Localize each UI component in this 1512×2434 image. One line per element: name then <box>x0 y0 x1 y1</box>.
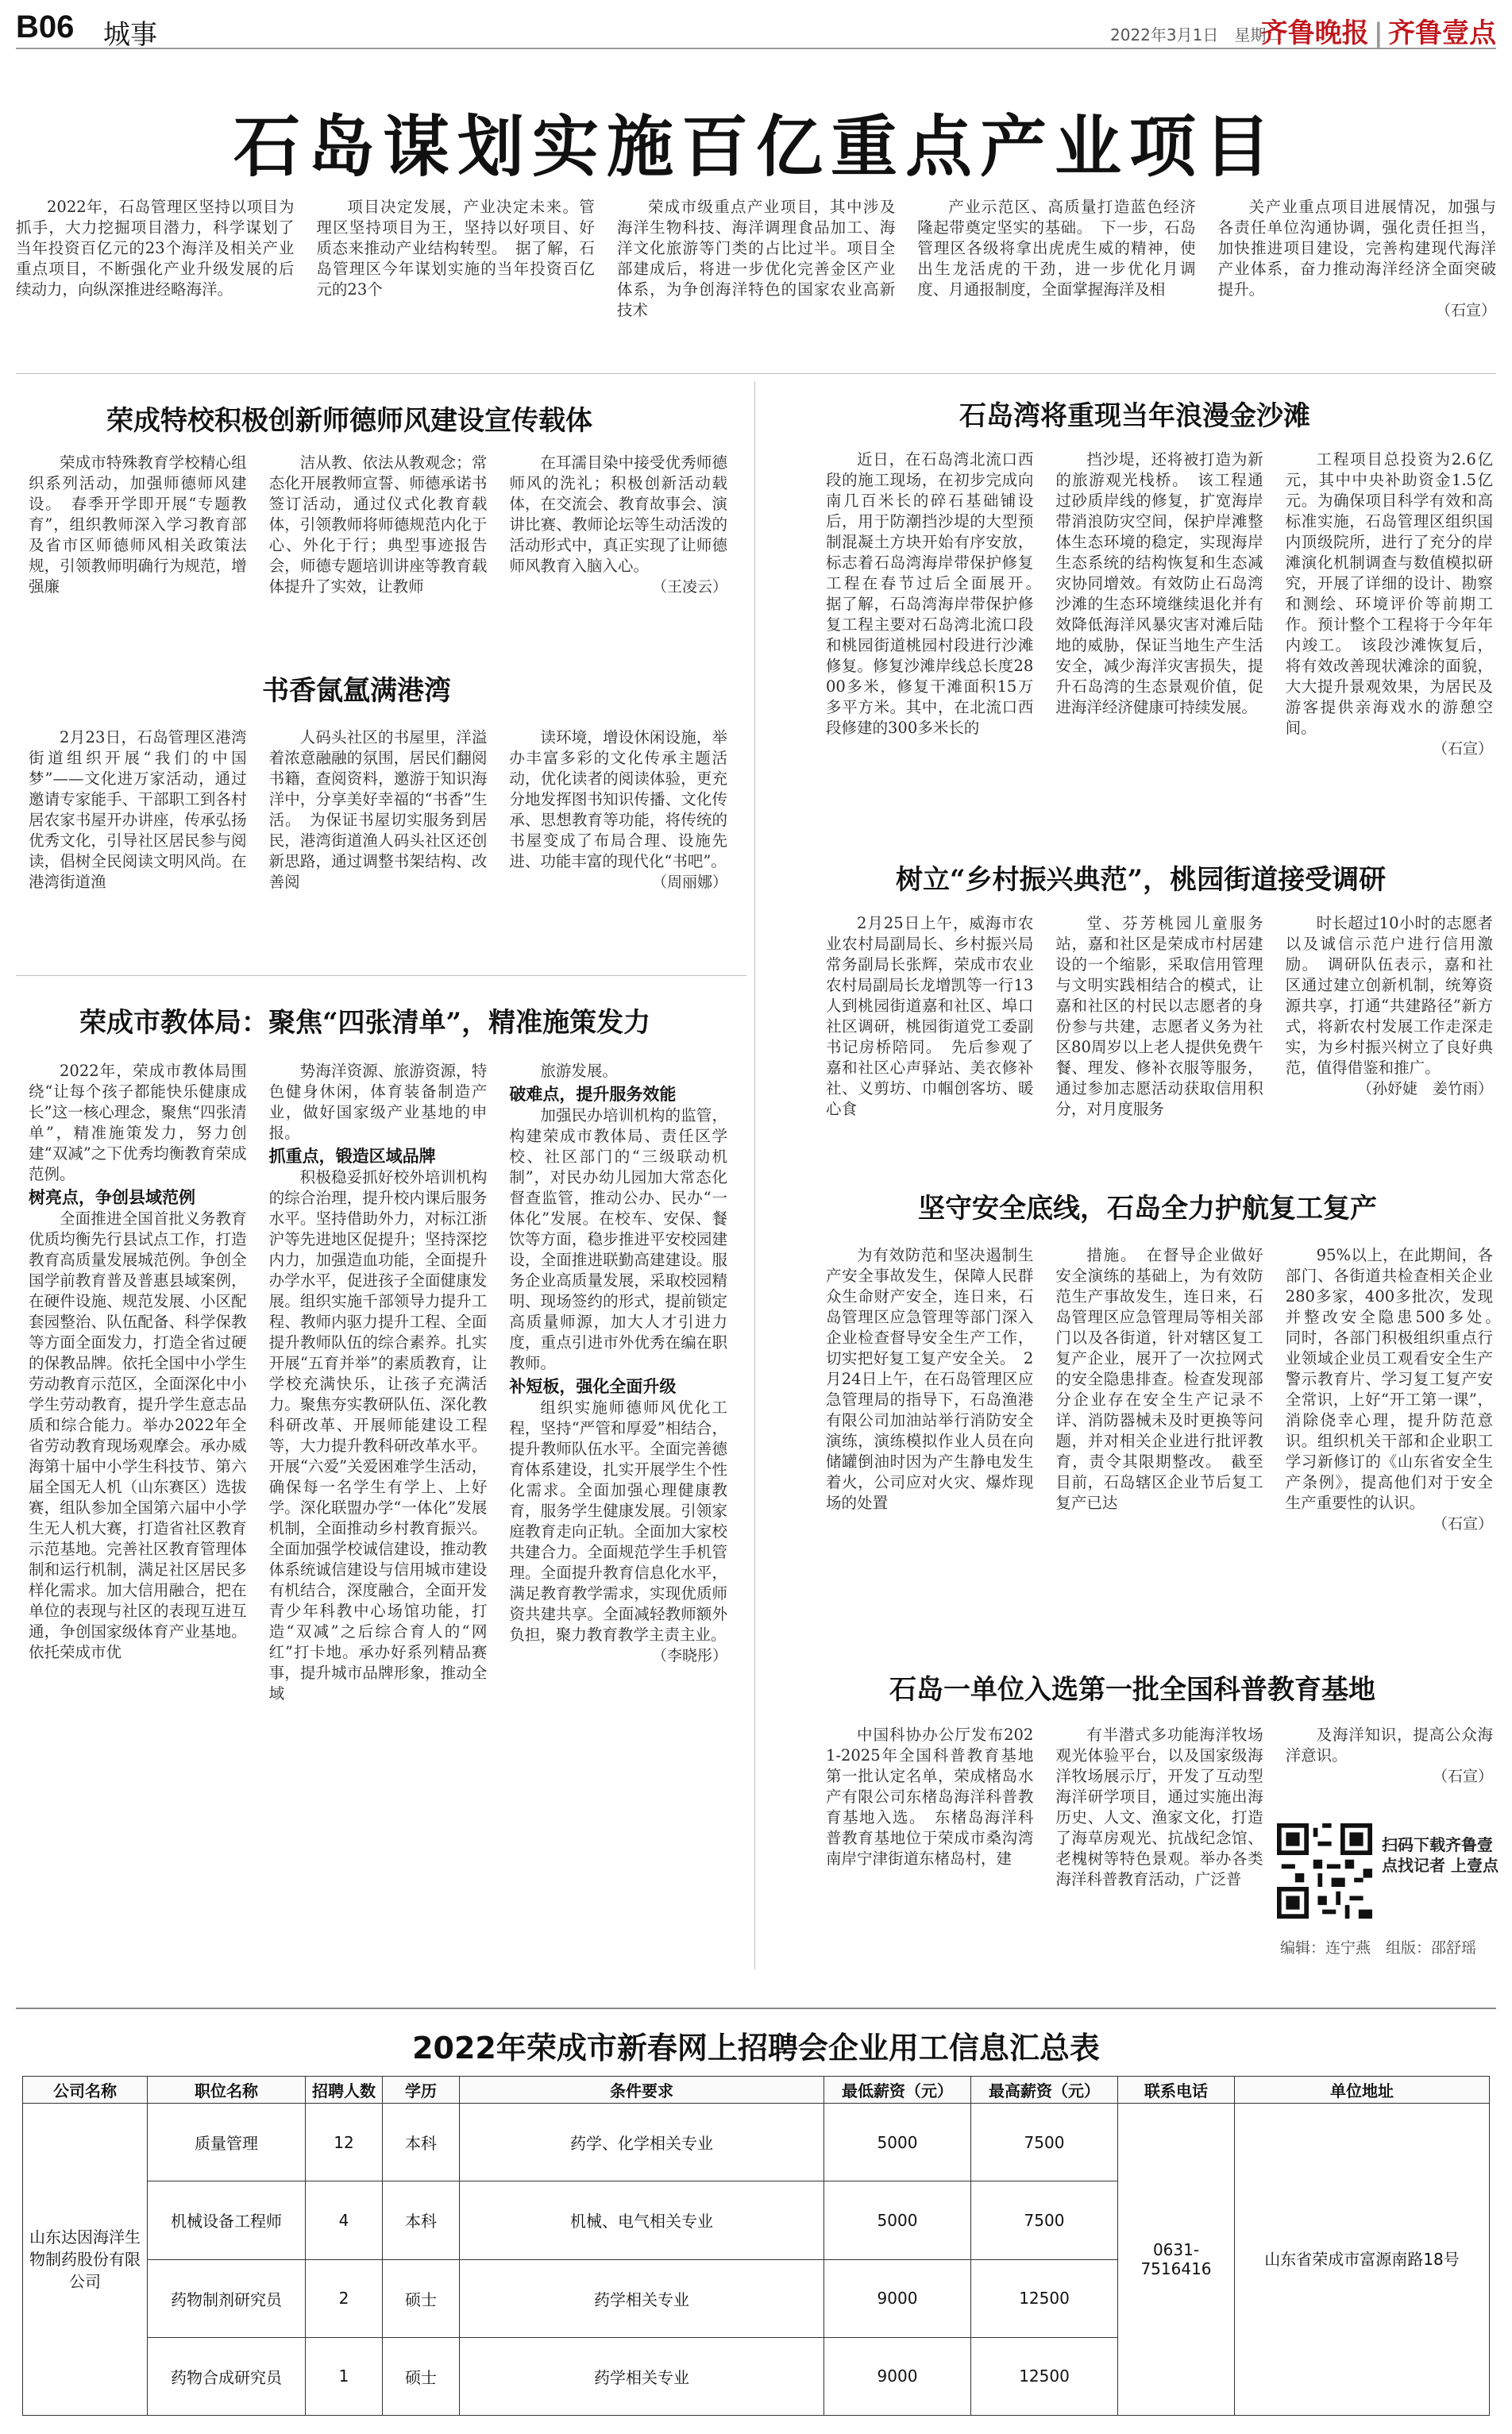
article-headline: 坚守安全底线，石岛全力护航复工复产 <box>918 1193 1377 1225</box>
requirement-cell: 药学、化学相关专业 <box>460 2104 824 2181</box>
article-body <box>29 453 727 651</box>
divider <box>16 2008 1496 2009</box>
article-col: 人码头社区的书屋里，洋溢着浓意融融的氛围，居民们翻阅书籍，查阅资料，邀游于知识海洋中，分享美好幸福的“书香”生活。 为保证书屋切实服务到居民，港湾街道渔人码头社区还创新思路，通过调整书架结构、改善阅 <box>268 728 488 891</box>
article-col: 2022年，荣成市教体局围绕“让每个孩子都能快乐健康成长”这一核心理念，聚焦“四张清单”，精准施策发力，努力创建“双减”之下优秀均衡教育荣成范例。 树亮点，争创县域范例 全面推进全国首批义务教育优质均衡先行县试点工作，打造教育高质量发展城范例。争创全国学前教育普及普惠县域案例，在硬件设施、规范发展、小区配套园整治、队伍配备、科学保教等方面全面发力，打造全省过硬的保教品牌。依托全国中小学生劳动教育示范区，全面深化中小学生劳动教育，提升学生意志品质和综合能力。举办2022年全省劳动教育现场观摩会。承办威海第十届中小学生科技节、第六届全国无人机（山东赛区）选拔赛，组队参加全国第六届中小学生无人机大赛，打造省社区教育示范基地。完善社区教育管理体制和运行机制，满足社区居民多样化需求。加大信用融合，把在单位的表现与社区的表现互进互通，争创国家级体育产业基地。依托荣成市优 <box>29 1062 247 1661</box>
col-header: 公司名称 <box>23 2077 148 2104</box>
byline: （周丽娜） <box>652 874 728 891</box>
article-body <box>29 1061 727 1998</box>
col-header: 职位名称 <box>148 2077 306 2104</box>
subheading: 抓重点，锻造区域品牌 <box>268 1147 436 1166</box>
col-header: 最高薪资（元） <box>971 2077 1118 2104</box>
divider <box>16 975 746 976</box>
article-headline: 石岛一单位入选第一批全国科普教育基地 <box>889 1674 1375 1706</box>
table-header-row <box>23 2077 1490 2104</box>
table-row <box>23 2104 1490 2181</box>
section-name: 城事 <box>103 19 157 51</box>
min-salary-cell: 9000 <box>824 2259 971 2337</box>
position-cell: 药物制剂研究员 <box>148 2259 306 2337</box>
article-body <box>826 913 1493 1159</box>
lead-col-3: 荣成市级重点产业项目，其中涉及海洋生物科技、海洋调理食品加工、海洋文化旅游等门类的占比过半。项目全部建成后，将进一步优化完善金区产业体系，为争创海洋特色的国家农业高新技术 <box>616 198 896 319</box>
byline: （李晓彤） <box>652 1647 728 1664</box>
article-col: 荣成市特殊教育学校精心组织系列活动，加强师德师风建设。 春季开学即开展“专题教育”，组织教师深入学习教育部及省市区师德师风相关政策法规，引领教师明确行为规范，增强廉 <box>29 453 247 596</box>
min-salary-cell: 5000 <box>824 2104 971 2181</box>
max-salary-cell: 12500 <box>971 2337 1118 2415</box>
article-col: 95%以上，在此期间，各部门、各街道共检查相关企业280多家，400多批次，发现并整改安全隐患500多处。 同时，各部门积极组织重点行业领域企业员工观看安全生产警示教育片、学习复工复产安全常识，上好“开工第一课”，消除侥幸心理，提升防范意识。组织机关干部和企业职工学习新修订的《山东省安全生产条例》，提高他们对于安全生产重要性的认识。 （石宣） <box>1285 1246 1509 1533</box>
subheading: 破难点，提升服务效能 <box>509 1085 677 1104</box>
article-col: 时长超过10小时的志愿者以及诚信示范户进行信用激励。 调研队伍表示，嘉和社区通过建立创新机制，统筹资源共享，打通“共建路径”新方式，将新农村发展工作走深走实，为乡村振兴树立了良好典范，值得借鉴和推广。 （孙妤婕 姜竹雨） <box>1285 914 1493 1097</box>
article-headline: 荣成市教体局：聚焦“四张清单”，精准施策发力 <box>79 1007 651 1039</box>
divider <box>16 373 1496 374</box>
company-name: 山东达因海洋生物制药股份有限公司 <box>23 2104 148 2416</box>
subheading: 补短板，强化全面升级 <box>509 1377 677 1396</box>
page-header <box>16 10 1496 49</box>
issue-date: 2022年3月1日 星期二 <box>1110 25 1282 44</box>
max-salary-cell: 7500 <box>971 2104 1118 2181</box>
lead-article <box>16 197 1496 364</box>
education-cell: 硕士 <box>383 2337 460 2415</box>
article-col: 及海洋知识，提高公众海洋意识。 （石宣） <box>1285 1726 1493 1785</box>
education-cell: 本科 <box>383 2181 460 2259</box>
article-col: 挡沙堤，还将被打造为新的旅游观光栈桥。 该工程通过砂质岸线的修复，扩宽海岸带消浪防灾空间，保护岸滩整体生态环境的稳定，实现海岸生态系统的结构恢复和生态减灾协同增效。有效防止石岛湾沙滩的生态环境继续退化并有效降低海洋风暴灾害对滩后陆地的威胁，保证当地生产生活安全，减少海洋灾害损失，提升石岛湾的生态景观价值，促进海洋经济健康可持续发展。 <box>1055 450 1263 716</box>
lead-byline: （石宣） <box>1436 302 1497 319</box>
qr-caption: 扫码下载齐鲁壹点找记者 上壹点 <box>1382 1835 1498 1875</box>
position-cell: 质量管理 <box>148 2104 306 2181</box>
byline: （石宣） <box>1432 1515 1493 1533</box>
recruit-table-title: 2022年荣成市新春网上招聘会企业用工信息汇总表 <box>412 2031 1100 2066</box>
max-salary-cell: 7500 <box>971 2181 1118 2259</box>
count-cell: 1 <box>306 2337 383 2415</box>
lead-col-2: 项目决定发展，产业决定未来。管理区坚持项目为王，坚持以好项目、好质态来推动产业结构转型。 据了解，石岛管理区今年谋划实施的当年投资百亿元的23个 <box>316 198 595 299</box>
byline: （石宣） <box>1432 740 1493 758</box>
article-col: 堂、芬芳桃园儿童服务站，嘉和社区是荣成市村居建设的一个缩影，采取信用管理与文明实践相结合的模式，让嘉和社区的村民以志愿者的身份参与共建，志愿者义务为社区80周岁以上老人提供免费午餐、理发、修补衣服等服务，通过参加志愿活动获取信用积分，对月度服务 <box>1055 914 1263 1118</box>
col-header: 联系电话 <box>1118 2077 1235 2104</box>
requirement-cell: 药学相关专业 <box>460 2337 824 2415</box>
position-cell: 机械设备工程师 <box>148 2181 306 2259</box>
company-address: 山东省荣成市富源南路18号 <box>1235 2104 1490 2416</box>
byline: （孙妤婕 姜竹雨） <box>1356 1080 1493 1097</box>
lead-col-4: 产业示范区、高质量打造蓝色经济隆起带奠定坚实的基础。 下一步，石岛管理区各级将拿出虎虎生威的精神，使出生龙活虎的干劲，进一步优化月调度、月通报制度，全面掌握海洋及相 <box>917 198 1196 299</box>
editor-credit: 编辑：连宁燕 组版：邵舒瑶 <box>1280 1939 1477 1957</box>
contact-phone: 0631-7516416 <box>1118 2104 1235 2416</box>
byline: （石宣） <box>1432 1768 1493 1785</box>
position-cell: 药物合成研究员 <box>148 2337 306 2415</box>
brand-left: 齐鲁晚报 <box>1260 17 1369 49</box>
col-header: 招聘人数 <box>306 2077 383 2104</box>
min-salary-cell: 9000 <box>824 2337 971 2415</box>
count-cell: 12 <box>306 2104 383 2181</box>
requirement-cell: 机械、电气相关专业 <box>460 2181 824 2259</box>
lead-col-1: 2022年，石岛管理区坚持以项目为抓手，大力挖掘项目潜力，科学谋划了当年投资百亿元的23个海洋及相关产业重点项目，不断强化产业升级发展的后续动力，向纵深推进经略海洋。 <box>16 198 295 299</box>
min-salary-cell: 5000 <box>824 2181 971 2259</box>
article-col: 在耳濡目染中接受优秀师德师风的洗礼；积极创新活动载体，在交流会、教育故事会、演讲比赛、教师论坛等生动活泼的活动形式中，真正实现了让师德师风教育入脑入心。 （王凌云） <box>509 453 728 596</box>
article-col: 旅游发展。 破难点，提升服务效能 加强民办培训机构的监管，构建荣成市教体局、责任区学校、社区部门的“三级联动机制”，对民办幼儿园加大常态化督查监管，推动公办、民办“一体化”发展。在校车、安保、餐饮等方面，稳步推进平安校园建设，全面推进联勤高建建设。服务企业高质量发展，采取校园精明、现场签约的形式，提前锁定高质量师源，加大人才引进力度，重点引进市外优秀在编在职教师。 补短板，强化全面升级 组织实施师德师风优化工程，坚持“严管和厚爱”相结合，提升教师队伍水平。全面完善德育体系建设，扎实开展学生个性化需求。全面加强心理健康教育，服务学生健康发展。引领家庭教育走向正轨。全面加大家校共建合力。全面规范学生手机管理。全面提升教育信息化水平，满足教育教学需求，实现优质师资共建共享。全面减轻教师额外负担，聚力教育教学主责主业。 （李晓彤） <box>509 1062 728 1664</box>
article-col: 近日，在石岛湾北流口西段的施工现场，在初步完成向南几百米长的碎石基础铺设后，用于防潮挡沙堤的大型预制混凝土方块开始有序安放，标志着石岛湾海岸带保护修复工程在春节过后全面展开。 据了解，石岛湾海岸带保护修复工程主要对石岛湾北流口段和桃园街道桃园村段进行沙滩修复。修复沙滩岸线总长度2800多米，修复干滩面积15万多平方米。其中，在北流口西段修建的300多米长的 <box>826 450 1049 737</box>
article-body <box>29 727 727 966</box>
qr-code-icon[interactable] <box>1277 1823 1372 1919</box>
col-header: 单位地址 <box>1235 2077 1490 2104</box>
count-cell: 2 <box>306 2259 383 2337</box>
article-body <box>826 1245 1509 1642</box>
article-headline: 石岛湾将重现当年浪漫金沙滩 <box>959 400 1310 432</box>
byline: （王凌云） <box>652 578 728 596</box>
article-col: 中国科协办公厅发布2021-2025年全国科普教育基地第一批认定名单，荣成楮岛水产有限公司东楮岛海洋科普教育基地入选。 东楮岛海洋科普教育基地位于荣成市桑沟湾南岸宁津街道东楮岛村，建 <box>826 1726 1034 1868</box>
article-col: 势海洋资源、旅游资源，特色健身休闲，体育装备制造产业，做好国家级产业基地的申报。 抓重点，锻造区域品牌 积极稳妥抓好校外培训机构的综合治理，提升校内课后服务水平。坚持借助外力，对标江浙沪等先进地区促提升；坚持深挖内力，加强造血功能，全面提升办学水平，促进孩子全面健康发展。组织实施千部领导力提升工程、教师内驱力提升工程、全面提升教师队伍的综合素养。扎实开展“五育并举”的素质教育，让学校充满快乐，让孩子充满活力。聚焦夯实教研队伍、深化教科研改革、开展师能建设工程等，大力提升教科研改革水平。开展“六爱”关爱困难学生活动，确保每一名学生有学上、上好学。深化联盟办学“一体化”发展机制，全面推动乡村教育振兴。全面加强学校诚信建设，推动教体系统诚信建设与信用城市建设有机结合，深度融合，全面开发青少年科教中心场馆功能，打造“双减”之后综合育人的“网红”打卡地。承办好系列精品赛事，提升城市品牌形象，推动全域 <box>268 1062 488 1703</box>
page-code: B06 <box>16 10 75 44</box>
brand-logo: 齐鲁晚报 | 齐鲁壹点 <box>1260 17 1496 49</box>
article-col: 读环境，增设休闲设施，举办丰富多彩的文化传承主题活动，优化读者的阅读体验，更充分地发挥图书知识传播、文化传承、思想教育等功能，将传统的书屋变成了布局合理、设施先进、功能丰富的现代化“书吧”。 （周丽娜） <box>509 728 728 891</box>
brand-right: 齐鲁壹点 <box>1388 17 1496 49</box>
article-col: 2月23日，石岛管理区港湾街道组织开展“我们的中国梦”——文化进万家活动，通过邀请专家能手、干部职工到各村居农家书屋开办讲座，传承弘扬优秀文化，引导社区居民参与阅读，倡树全民阅读文明风尚。在港湾街道渔 <box>29 728 247 891</box>
article-col: 措施。 在督导企业做好安全演练的基础上，为有效防范生产事故发生，连日来，石岛管理区应急管理局等相关部门以及各街道，针对辖区复工复产企业，展开了一次拉网式的安全隐患排查。检查发现部分企业存在安全生产记录不详、消防器械未及时更换等问题，并对相关企业进行批评教育，责令其限期整改。 截至目前，石岛辖区企业节后复工复产已达 <box>1055 1246 1263 1512</box>
article-headline: 树立“乡村振兴典范”，桃园街道接受调研 <box>896 864 1387 896</box>
col-header: 最低薪资（元） <box>824 2077 971 2104</box>
col-header: 条件要求 <box>460 2077 824 2104</box>
col-header: 学历 <box>383 2077 460 2104</box>
article-col: 洁从教、依法从教观念；常态化开展教师宣誓、师德承诺书签订活动，通过仪式化教育载体，引领教师将师德规范内化于心、外化于行；典型事迹报告会，师德专题培训讲座等教育载体提升了实效，让教师 <box>268 453 488 596</box>
education-cell: 本科 <box>383 2104 460 2181</box>
education-cell: 硕士 <box>383 2259 460 2337</box>
article-headline: 荣成特校积极创新师德师风建设宣传载体 <box>106 405 592 437</box>
article-headline: 书香氤氲满港湾 <box>262 675 451 707</box>
lead-col-5: 关产业重点项目进展情况，加强与各责任单位沟通协调，强化责任担当，加快推进项目建设，完善构建现代海洋产业体系，奋力推动海洋经济全面突破提升。 （石宣） <box>1217 198 1497 319</box>
article-col: 为有效防范和坚决遏制生产安全事故发生，保障人民群众生命财产安全，连日来，石岛管理区应急管理等部门深入企业检查督导安全生产工作，切实把好复工复产安全关。 2月24日上午，在石岛管理区应急管理局的指导下，石岛渔港有限公司加油站举行消防安全演练，演练模拟作业人员在向储罐倒油时因为产生静电发生着火，公司应对火灾、爆炸现场的处置 <box>826 1246 1034 1512</box>
subheading: 树亮点，争创县域范例 <box>29 1188 195 1207</box>
recruit-table <box>22 2076 1490 2416</box>
article-body <box>826 449 1493 831</box>
lead-headline: 石岛谋划实施百亿重点产业项目 <box>233 107 1279 186</box>
article-col: 有半潜式多功能海洋牧场观光体验平台，以及国家级海洋牧场展示厅，开发了互动型海洋研学项目，通过实施出海历史、人文、渔家文化，打造了海草房观光、抗战纪念馆、老槐树等特色景观。举办各类海洋科普教育活动，广泛普 <box>1055 1726 1263 1888</box>
article-col: 2月25日上午，威海市农业农村局副局长、乡村振兴局常务副局长张辉，荣成市农业农村局副局长龙增凯等一行13人到桃园街道嘉和社区、埠口社区调研，桃园街道党工委副书记房桥陪同。 先后参观了嘉和社区心声驿站、美衣修补社、义剪坊、巾帼创客坊、暖心食 <box>826 914 1034 1118</box>
requirement-cell: 药学相关专业 <box>460 2259 824 2337</box>
article-col: 工程项目总投资为2.6亿元，其中中央补助资金1.5亿元。为确保项目科学有效和高标准实施，石岛管理区组织国内顶级院所，进行了充分的岸滩演化机制调查与数值模拟研究，开展了详细的设计、勘察和测绘、环境评价等前期工作。预计整个工程将于今年年内竣工。 该段沙滩恢复后，将有效改善现状滩涂的面貌，大大提升景观效果，为居民及游客提供亲海戏水的游憩空间。 （石宣） <box>1285 450 1493 758</box>
max-salary-cell: 12500 <box>971 2259 1118 2337</box>
count-cell: 4 <box>306 2181 383 2259</box>
divider <box>754 381 755 1969</box>
